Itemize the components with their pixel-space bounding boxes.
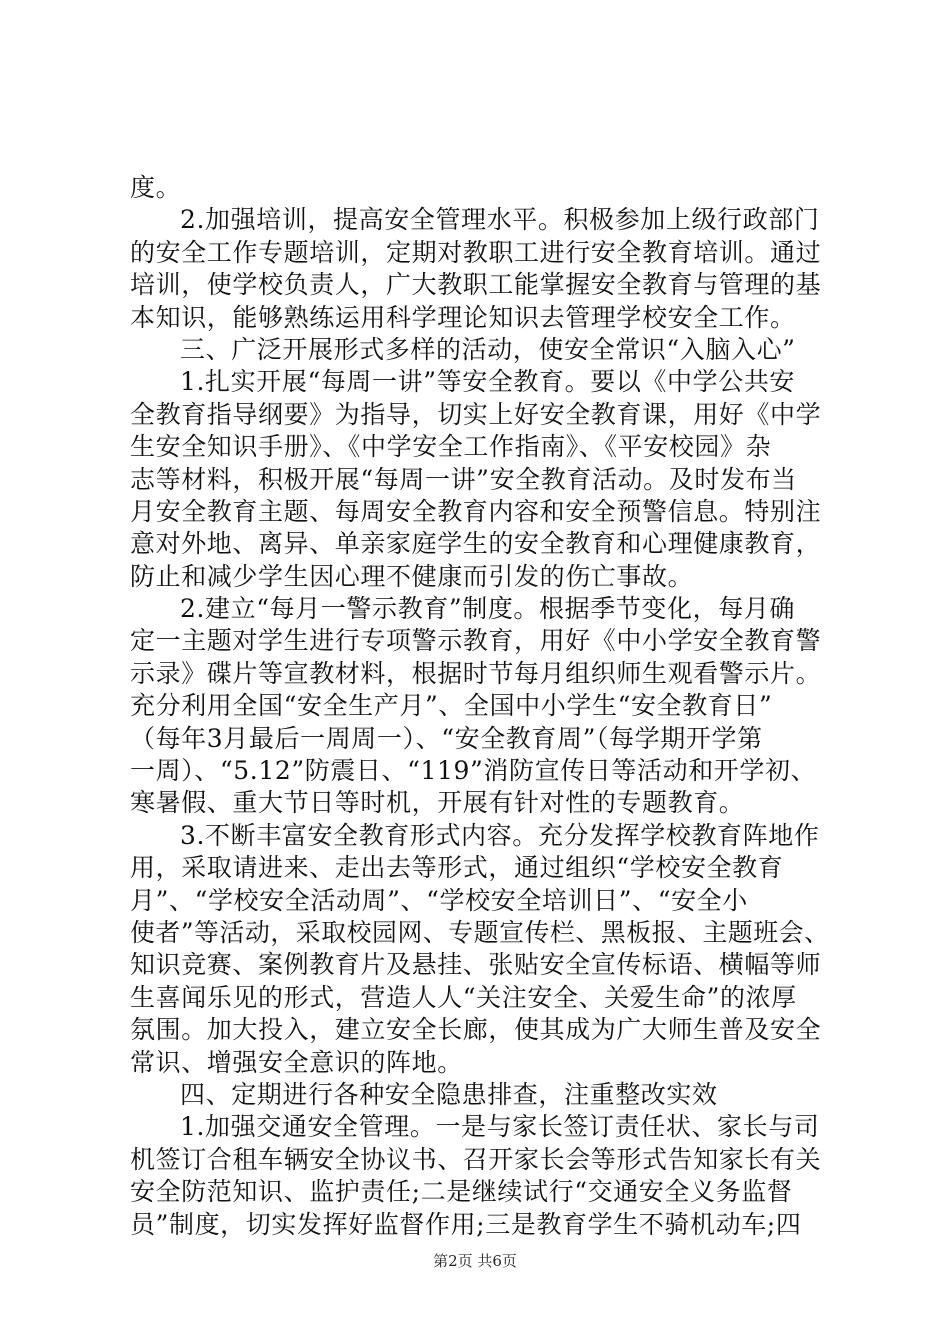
text-line: 度。 [130,173,182,202]
text-line: 生喜闻乐见的形式，营造人人“关注安全、关爱生命”的浓厚 [130,982,797,1012]
text-line: 常识、增强安全意识的阵地。 [130,1047,463,1077]
text-line: 一周）、“5.12”防震日、“119”消防宣传日等活动和开学初、 [130,756,817,786]
text-line: 充分利用全国“安全生产月”、全国中小学生“安全教育日” [130,691,773,721]
text-line: 意对外地、离异、单亲家庭学生的安全教育和心理健康教育， [130,529,822,559]
text-line: 四、定期进行各种安全隐患排查，注重整改实效 [180,1079,718,1109]
text-line: 志等材料，积极开展“每周一讲”安全教育活动。及时发布当 [130,464,797,494]
text-line: 1.扎实开展“每周一讲”等安全教育。要以《中学公共安 [180,367,796,397]
text-line: 2.加强培训，提高安全管理水平。积极参加上级行政部门 [180,205,820,235]
page-number: 第2页 共6页 [433,1252,517,1270]
text-line: 安全防范知识、监护责任;二是继续试行“交通安全义务监督 [130,1177,793,1207]
text-line: 防止和减少学生因心理不健康而引发的伤亡事故。 [130,561,694,591]
text-line: 寒暑假、重大节日等时机，开展有针对性的专题教育。 [130,788,745,818]
text-line: 2.建立“每月一警示教育”制度。根据季节变化，每月确 [180,594,796,624]
text-line: 知识竞赛、案例教育片及悬挂、张贴安全宣传标语、横幅等师 [130,950,822,980]
text-line: 定一主题对学生进行专项警示教育，用好《中小学安全教育警 [130,626,822,656]
text-line: 员”制度，切实发挥好监督作用;三是教育学生不骑机动车;四 [130,1209,802,1239]
text-line: 的安全工作专题培训，定期对教职工进行安全教育培训。通过 [130,237,822,267]
text-line: 1.加强交通安全管理。一是与家长签订责任状、家长与司 [180,1112,820,1142]
text-line: 生安全知识手册》、《中学安全工作指南》、《平安校园》杂 [130,432,772,462]
text-line: 月”、“学校安全活动周”、“学校安全培训日”、“安全小 [130,885,748,915]
text-line: 三、广泛开展形式多样的活动，使安全常识“入脑入心” [180,334,796,364]
text-line: 机签订合租车辆安全协议书、召开家长会等形式告知家长有关 [130,1144,822,1174]
text-line: 全教育指导纲要》为指导，切实上好安全教育课，用好《中学 [130,399,822,429]
text-line: 月安全教育主题、每周安全教育内容和安全预警信息。特别注 [130,496,822,526]
document-body [130,172,830,1241]
text-line: 示录》碟片等宣教材料，根据时节每月组织师生观看警示片。 [130,658,822,688]
text-line: 培训，使学校负责人，广大教职工能掌握安全教育与管理的基 [130,270,822,300]
text-line: 3.不断丰富安全教育形式内容。充分发挥学校教育阵地作 [180,820,820,850]
text-line: 本知识，能够熟练运用科学理论知识去管理学校安全工作。 [130,302,796,332]
text-line: 用，采取请进来、走出去等形式，通过组织“学校安全教育 [130,853,784,883]
text-line: （每年3月最后一周周一）、“安全教育周”（每学期开学第 [130,723,763,753]
text-line: 氛围。加大投入，建立安全长廊，使其成为广大师生普及安全 [130,1015,822,1045]
text-line: 使者”等活动，采取校园网、专题宣传栏、黑板报、主题班会、 [130,917,830,947]
